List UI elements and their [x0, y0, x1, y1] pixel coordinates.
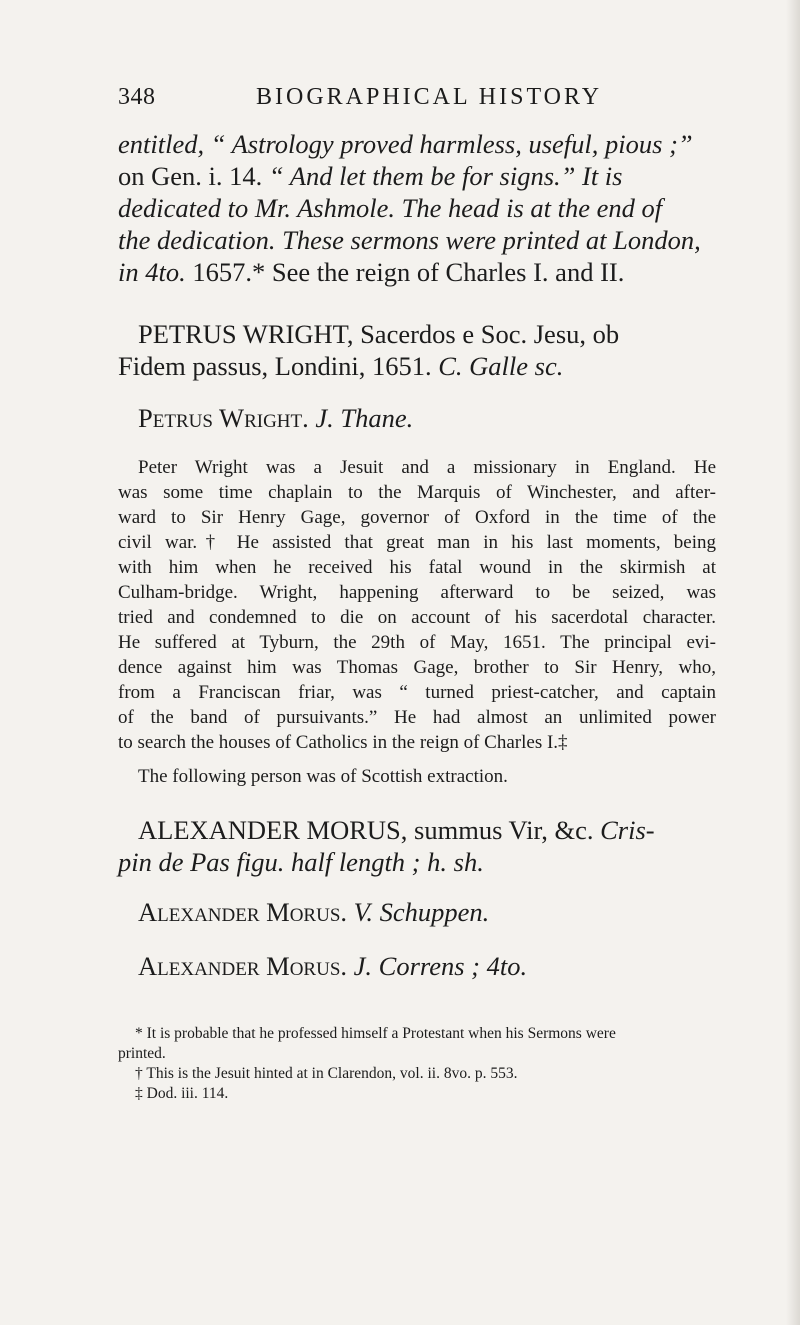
note-scottish-extraction	[118, 764, 716, 789]
bio-line: Peter Wright was a Jesuit and a missionary in England. He	[138, 457, 716, 478]
para1-line-1: entitled, “ Astrology proved harmless, useful, pious ;”	[118, 129, 693, 159]
note-line: The following person was of Scottish extraction.	[138, 766, 508, 787]
entry-petrus-wright-galle	[118, 318, 716, 382]
para1-line-2: on Gen. i. 14. “ And let them be for signs.” It is	[118, 161, 623, 191]
footnote-3: ‡ Dod. iii. 114.	[135, 1085, 229, 1102]
bio-line: to search the houses of Catholics in the reign of Charles I.‡	[118, 732, 568, 753]
entry5-line: Alexander Morus. J. Correns ; 4to.	[138, 951, 528, 981]
entry-alexander-morus-schuppen	[118, 896, 716, 928]
bio-line: ward to Sir Henry Gage, governor of Oxford in the time of the	[118, 507, 716, 528]
entry-petrus-wright-thane	[118, 402, 716, 434]
entry3-line-1: ALEXANDER MORUS, summus Vir, &c. Cris-	[138, 815, 655, 845]
bio-line: from a Franciscan friar, was “ turned priest-catcher, and captain	[118, 682, 716, 703]
bio-line: dence against him was Thomas Gage, brother to Sir Henry, who,	[118, 657, 716, 678]
bio-line: of the band of pursuivants.” He had almost an unlimited power	[118, 707, 716, 728]
page-header	[118, 84, 698, 120]
footnote-1-line-1: * It is probable that he professed himself a Protestant when his Sermons were	[135, 1025, 616, 1042]
bio-line: tried and condemned to die on account of his sacerdotal character.	[118, 607, 716, 628]
page-edge-shadow	[786, 0, 800, 1325]
bio-line: He suffered at Tyburn, the 29th of May, 1651. The principal evi-	[118, 632, 716, 653]
entry4-line: Alexander Morus. V. Schuppen.	[138, 897, 490, 927]
entry-alexander-morus-pas	[118, 814, 716, 878]
entry1-line-2: Fidem passus, Londini, 1651. C. Galle sc.	[118, 351, 564, 381]
entry1-line-1: PETRUS WRIGHT, Sacerdos e Soc. Jesu, ob	[138, 319, 620, 349]
footnote-1-line-2: printed.	[118, 1045, 166, 1062]
bio-line: civil war.† He assisted that great man in his last moments, being	[118, 532, 716, 553]
entry-alexander-morus-correns	[118, 950, 716, 982]
paragraph-astrology	[118, 128, 716, 288]
page-number: 348	[118, 84, 156, 110]
entry3-line-2: pin de Pas figu. half length ; h. sh.	[118, 847, 484, 877]
para1-line-5: in 4to. 1657.* See the reign of Charles I. and II.	[118, 257, 625, 287]
biography-peter-wright	[118, 455, 716, 755]
entry2-line: Petrus Wright. J. Thane.	[138, 403, 414, 433]
footnote-2: † This is the Jesuit hinted at in Clarendon, vol. ii. 8vo. p. 553.	[135, 1065, 518, 1082]
para1-line-3: dedicated to Mr. Ashmole. The head is at the end of	[118, 193, 663, 223]
bio-line: with him when he received his fatal wound in the skirmish at	[118, 557, 716, 578]
para1-line-4: the dedication. These sermons were printed at London,	[118, 225, 701, 255]
bio-line: was some time chaplain to the Marquis of Winchester, and after-	[118, 482, 716, 503]
footnotes	[118, 1024, 716, 1104]
bio-line: Culham-bridge. Wright, happening afterward to be seized, was	[118, 582, 716, 603]
running-head: BIOGRAPHICAL HISTORY	[256, 84, 603, 110]
